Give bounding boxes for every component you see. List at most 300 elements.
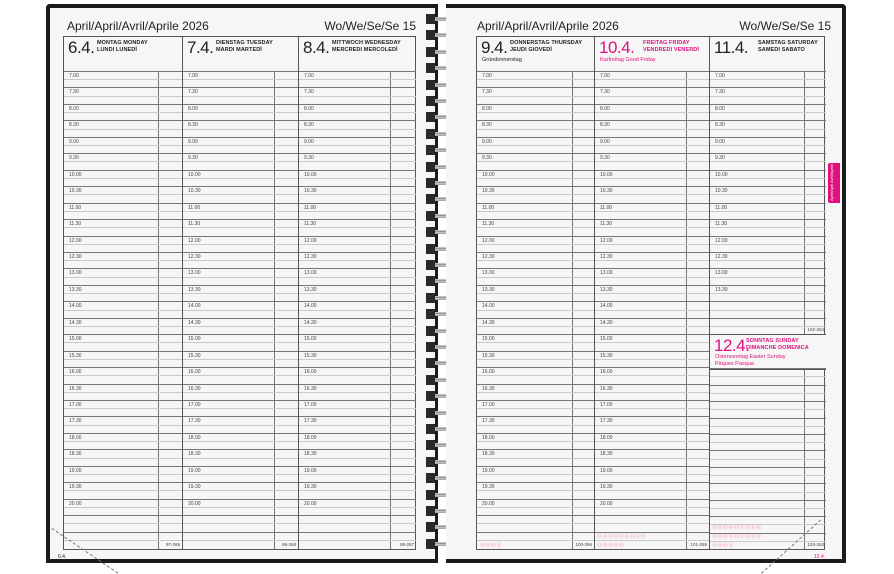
time-row-subline [64, 425, 182, 426]
time-label: 7.00 [715, 73, 725, 79]
time-row-subline [183, 392, 298, 393]
time-row-subline [477, 260, 594, 261]
day-name-line2: MERCREDI MERCOLEDÌ [332, 46, 398, 53]
time-row-line [710, 186, 826, 187]
time-label: 19.30 [482, 484, 495, 491]
moon-phase-markers: ⓪⓪⓪⓪ [712, 543, 735, 549]
time-row-line [64, 466, 182, 467]
time-row-line [299, 170, 416, 171]
time-row-line [710, 236, 826, 237]
time-label: 18.30 [304, 451, 317, 458]
time-row-subline [64, 342, 182, 343]
time-label: 14.30 [69, 319, 82, 326]
time-row-subline [64, 161, 182, 162]
time-row-line [595, 186, 709, 187]
time-row-line [595, 367, 709, 368]
holiday-note: Gründonnerstag [482, 57, 522, 63]
time-label: 19.00 [600, 467, 613, 474]
time-label: 18.00 [304, 434, 317, 441]
time-row-subline [64, 359, 182, 360]
time-label: 10.30 [715, 188, 728, 195]
time-label: 17.00 [482, 402, 495, 408]
time-row-line [183, 400, 298, 401]
time-row-line [710, 368, 826, 369]
time-row-line [299, 236, 416, 237]
time-label: 9.30 [304, 155, 314, 162]
time-row-subline [183, 211, 298, 212]
day-name-line2: SAMEDI SABATO [758, 46, 805, 53]
time-label: 8.30 [188, 122, 198, 129]
day-of-year-count: 99-267 [399, 542, 414, 547]
time-row-line [710, 385, 826, 386]
time-row-line [183, 186, 298, 187]
time-row-subline [299, 129, 416, 130]
day-name-line2: VENDREDI VENERDÌ [643, 46, 699, 53]
time-row-line [183, 466, 298, 467]
time-row-line [64, 334, 182, 335]
time-label: 8.30 [715, 122, 725, 129]
time-row-line [477, 137, 594, 138]
holiday-note: Karfreitag Good Friday [600, 57, 656, 63]
day-date: 7.4. [187, 38, 214, 57]
time-label: 17.30 [188, 418, 201, 425]
time-row-subline [595, 145, 709, 146]
time-label: 13.30 [188, 286, 201, 293]
day-name-line2: DIMANCHE DOMENICA [746, 344, 809, 351]
time-row-subline [477, 129, 594, 130]
time-row-line [710, 434, 826, 435]
day-date: 6.4. [68, 38, 95, 57]
time-row-subline [477, 458, 594, 459]
time-row-line [183, 87, 298, 88]
time-row-subline [183, 490, 298, 491]
time-row-line [595, 334, 709, 335]
time-label: 19.30 [188, 484, 201, 491]
time-row-subline [477, 490, 594, 491]
day-of-year-count: 103-263 [807, 542, 824, 547]
time-row-subline [477, 79, 594, 80]
time-label: 18.30 [188, 451, 201, 458]
time-row-subline [64, 392, 182, 393]
time-label: 7.30 [482, 89, 492, 96]
time-row-line [595, 351, 709, 352]
day-name-line1: MONTAG MONDAY [97, 40, 148, 46]
time-label: 9.30 [715, 155, 725, 162]
time-row-line [710, 104, 826, 105]
time-label: 17.00 [188, 402, 201, 408]
time-label: 18.00 [69, 434, 82, 441]
time-row-subline [710, 129, 826, 130]
time-row-subline [595, 112, 709, 113]
time-label: 18.00 [482, 434, 495, 441]
time-row-line [299, 367, 416, 368]
time-row-subline [64, 490, 182, 491]
time-label: 18.00 [188, 434, 201, 441]
time-row-subline [477, 277, 594, 278]
time-row-subline [64, 145, 182, 146]
time-label: 10.00 [188, 171, 201, 178]
time-row-subline [477, 523, 594, 524]
time-label: 17.30 [482, 418, 495, 425]
time-row-line [183, 236, 298, 237]
time-row-line [299, 285, 416, 286]
time-row-subline [183, 375, 298, 376]
time-row-subline [299, 310, 416, 311]
time-row-subline [477, 293, 594, 294]
time-row-line [64, 482, 182, 483]
time-row-line [183, 334, 298, 335]
time-label: 13.00 [304, 270, 317, 277]
time-row-subline [299, 161, 416, 162]
time-row-subline [710, 442, 826, 443]
time-label: 14.00 [188, 303, 201, 310]
time-row-subline [477, 342, 594, 343]
time-row-subline [64, 178, 182, 179]
time-row-subline [595, 375, 709, 376]
time-label: 15.30 [600, 352, 613, 359]
day-names [332, 40, 401, 53]
time-row-line [64, 203, 182, 204]
day-name-line1: DONNERSTAG THURSDAY [510, 40, 583, 46]
time-label: 16.30 [600, 385, 613, 392]
day-column[interactable] [594, 37, 709, 549]
time-label: 20.00 [482, 500, 495, 507]
time-label: 17.30 [600, 418, 613, 425]
time-row-subline [64, 474, 182, 475]
day-column[interactable] [709, 37, 826, 549]
time-row-subline [299, 408, 416, 409]
day-column[interactable] [64, 37, 182, 549]
day-names [510, 40, 582, 53]
time-label: 17.30 [69, 418, 82, 425]
time-row-line [183, 433, 298, 434]
day-date: 12.4. [714, 336, 750, 356]
moon-phase-markers: ⓪⓪⓪⓪⓪⓪⓪⓪⓪ [597, 534, 647, 540]
time-row-subline [64, 211, 182, 212]
time-row-subline [64, 507, 182, 508]
right-page [446, 4, 846, 563]
time-row-line [183, 301, 298, 302]
time-row-line [299, 252, 416, 253]
time-row-subline [710, 161, 826, 162]
time-row-subline [595, 293, 709, 294]
time-row-line [477, 252, 594, 253]
time-row-line [183, 449, 298, 450]
time-label: 12.30 [600, 253, 613, 260]
time-row-line [183, 285, 298, 286]
time-row-line [477, 104, 594, 105]
time-row-subline [595, 211, 709, 212]
time-row-line [595, 203, 709, 204]
time-row-line [299, 515, 416, 516]
time-row-subline [595, 342, 709, 343]
time-row-subline [477, 408, 594, 409]
day-name-line1: FREITAG FRIDAY [643, 40, 690, 46]
time-row-line [477, 318, 594, 319]
time-row-subline [64, 441, 182, 442]
time-label: 10.30 [304, 188, 317, 195]
day-header [595, 37, 709, 72]
time-row-line [595, 137, 709, 138]
time-row-line [477, 433, 594, 434]
day-date: 10.4. [599, 38, 635, 57]
time-row-line [710, 71, 826, 72]
time-row-line [299, 104, 416, 105]
time-label: 14.30 [600, 319, 613, 326]
time-row-subline [64, 375, 182, 376]
time-row-subline [477, 375, 594, 376]
day-header [183, 37, 298, 72]
holiday-note-line2: Pâques Pasqua [715, 361, 754, 368]
day-name-line2: MARDI MARTEDÌ [216, 46, 262, 53]
time-label: 11.00 [482, 204, 495, 211]
time-label: 14.30 [188, 319, 201, 326]
time-row-line [299, 482, 416, 483]
time-row-subline [183, 310, 298, 311]
time-label: 18.30 [482, 451, 495, 458]
time-row-line [299, 219, 416, 220]
time-row-subline [477, 359, 594, 360]
tab-label: April/April Avril/Aprile [829, 163, 834, 201]
day-names [216, 40, 273, 53]
time-row-line [595, 104, 709, 105]
time-row-line [595, 301, 709, 302]
time-label: 15.00 [69, 336, 82, 343]
time-label: 12.30 [715, 253, 728, 260]
time-label: 12.30 [188, 253, 201, 260]
time-row-subline [299, 474, 416, 475]
time-label: 13.30 [69, 286, 82, 293]
time-row-line [477, 499, 594, 500]
time-label: 12.00 [69, 237, 82, 244]
time-row-subline [64, 227, 182, 228]
time-row-line [710, 120, 826, 121]
month-index-tab[interactable] [828, 163, 840, 203]
time-label: 19.30 [304, 484, 317, 491]
time-label: 8.30 [69, 122, 79, 129]
day-of-year-count: 102-264 [807, 327, 824, 333]
time-row-subline [299, 458, 416, 459]
time-row-subline [595, 277, 709, 278]
time-row-line [64, 400, 182, 401]
time-row-line [710, 285, 826, 286]
time-row-subline [299, 540, 416, 541]
time-row-line [64, 186, 182, 187]
time-label: 9.30 [600, 155, 610, 162]
time-label: 13.30 [715, 286, 728, 293]
time-row-subline [477, 540, 594, 541]
time-row-subline [299, 244, 416, 245]
time-row-subline [710, 459, 826, 460]
time-row-line [299, 449, 416, 450]
time-label: 16.00 [482, 369, 495, 376]
day-name-line1: DIENSTAG TUESDAY [216, 40, 273, 46]
day-date: 9.4. [481, 38, 508, 57]
time-label: 9.30 [69, 155, 79, 162]
time-row-line [477, 203, 594, 204]
time-label: 11.30 [715, 221, 728, 228]
time-label: 19.30 [600, 484, 613, 491]
time-label: 12.30 [69, 253, 82, 260]
time-row-line [64, 351, 182, 352]
time-row-subline [299, 112, 416, 113]
day-names [758, 40, 818, 53]
time-row-subline [477, 441, 594, 442]
time-row-line [477, 87, 594, 88]
day-of-year-count: 100-266 [575, 542, 592, 547]
day-header [299, 37, 416, 72]
time-row-subline [299, 293, 416, 294]
time-row-subline [477, 112, 594, 113]
time-row-subline [710, 178, 826, 179]
time-row-line [595, 120, 709, 121]
time-row-subline [299, 194, 416, 195]
time-row-subline [64, 523, 182, 524]
time-row-subline [710, 310, 826, 311]
day-name-line1: SAMSTAG SATURDAY [758, 40, 818, 46]
time-row-line [710, 401, 826, 402]
time-row-line [299, 433, 416, 434]
time-label: 10.00 [600, 171, 613, 178]
time-row-subline [710, 376, 826, 377]
time-label: 8.00 [188, 105, 198, 112]
time-label: 9.00 [715, 138, 725, 145]
time-label: 8.30 [600, 122, 610, 129]
time-label: 13.00 [715, 270, 728, 277]
time-row-subline [299, 326, 416, 327]
time-row-line [477, 466, 594, 467]
time-row-subline [477, 161, 594, 162]
time-row-line [710, 467, 826, 468]
time-label: 11.00 [304, 204, 317, 211]
time-row-line [183, 482, 298, 483]
time-row-subline [595, 490, 709, 491]
time-label: 13.30 [600, 286, 613, 293]
time-row-subline [595, 227, 709, 228]
time-row-subline [183, 359, 298, 360]
time-row-subline [64, 293, 182, 294]
time-row-line [183, 137, 298, 138]
time-label: 14.00 [482, 303, 495, 310]
week-grid-left [63, 36, 416, 550]
time-row-line [299, 499, 416, 500]
time-row-line [477, 334, 594, 335]
time-row-line [183, 515, 298, 516]
time-row-subline [710, 293, 826, 294]
time-row-subline [710, 393, 826, 394]
time-row-line [595, 318, 709, 319]
time-label: 11.30 [69, 221, 82, 228]
time-label: 11.30 [304, 221, 317, 228]
time-row-line [595, 499, 709, 500]
time-row-line [183, 499, 298, 500]
time-row-subline [595, 326, 709, 327]
time-row-subline [183, 277, 298, 278]
month-title: April/April/Avril/Aprile 2026 [477, 19, 619, 33]
time-row-line [477, 219, 594, 220]
day-name-line2: LUNDI LUNEDÌ [97, 46, 138, 53]
time-row-line [64, 384, 182, 385]
day-name-line1: SONNTAG SUNDAY [746, 338, 799, 345]
time-label: 19.30 [69, 484, 82, 491]
time-row-subline [183, 178, 298, 179]
day-names [643, 40, 699, 53]
time-row-subline [64, 540, 182, 541]
time-row-line [64, 153, 182, 154]
time-row-line [64, 532, 182, 533]
time-row-subline [595, 441, 709, 442]
time-label: 15.00 [304, 336, 317, 343]
time-row-line [64, 170, 182, 171]
time-row-line [710, 483, 826, 484]
time-label: 9.00 [188, 138, 198, 145]
time-label: 17.00 [600, 402, 613, 408]
time-label: 14.00 [600, 303, 613, 310]
time-label: 19.00 [482, 467, 495, 474]
time-label: 11.30 [188, 221, 201, 228]
time-row-subline [299, 79, 416, 80]
time-row-line [183, 384, 298, 385]
day-column[interactable] [477, 37, 594, 549]
time-row-line [183, 203, 298, 204]
time-label: 20.00 [304, 500, 317, 507]
time-row-line [710, 153, 826, 154]
time-label: 12.00 [482, 237, 495, 244]
time-row-line [183, 318, 298, 319]
day-date: 8.4. [303, 38, 330, 57]
time-label: 17.00 [69, 402, 82, 408]
day-of-year-count: 97-269 [165, 542, 180, 547]
time-label: 15.30 [304, 352, 317, 359]
time-row-subline [299, 342, 416, 343]
time-row-subline [183, 161, 298, 162]
time-row-line [299, 400, 416, 401]
time-row-subline [595, 161, 709, 162]
time-row-line [477, 515, 594, 516]
time-row-line [710, 516, 826, 517]
time-row-subline [299, 441, 416, 442]
time-row-line [183, 219, 298, 220]
time-row-subline [64, 129, 182, 130]
time-row-subline [710, 96, 826, 97]
time-row-subline [477, 425, 594, 426]
moon-phase-markers: ⓪⓪⓪⓪⓪⓪⓪⓪⓪ [712, 534, 762, 540]
time-label: 9.00 [304, 138, 314, 145]
time-row-line [477, 301, 594, 302]
holiday-note [715, 354, 786, 368]
time-row-subline [299, 375, 416, 376]
time-label: 8.00 [600, 105, 610, 112]
time-row-line [595, 482, 709, 483]
time-row-line [477, 351, 594, 352]
time-row-subline [595, 408, 709, 409]
time-label: 16.00 [600, 369, 613, 376]
time-row-line [595, 153, 709, 154]
time-row-subline [595, 260, 709, 261]
day-header [477, 37, 594, 72]
time-label: 15.00 [600, 336, 613, 343]
day-column[interactable] [182, 37, 298, 549]
time-label: 19.00 [69, 467, 82, 474]
time-row-line [64, 219, 182, 220]
time-label: 15.30 [69, 352, 82, 359]
time-row-line [299, 186, 416, 187]
time-label: 16.00 [69, 369, 82, 376]
time-row-line [595, 449, 709, 450]
time-label: 10.00 [482, 171, 495, 178]
day-column[interactable] [298, 37, 416, 549]
day-names [97, 40, 148, 53]
